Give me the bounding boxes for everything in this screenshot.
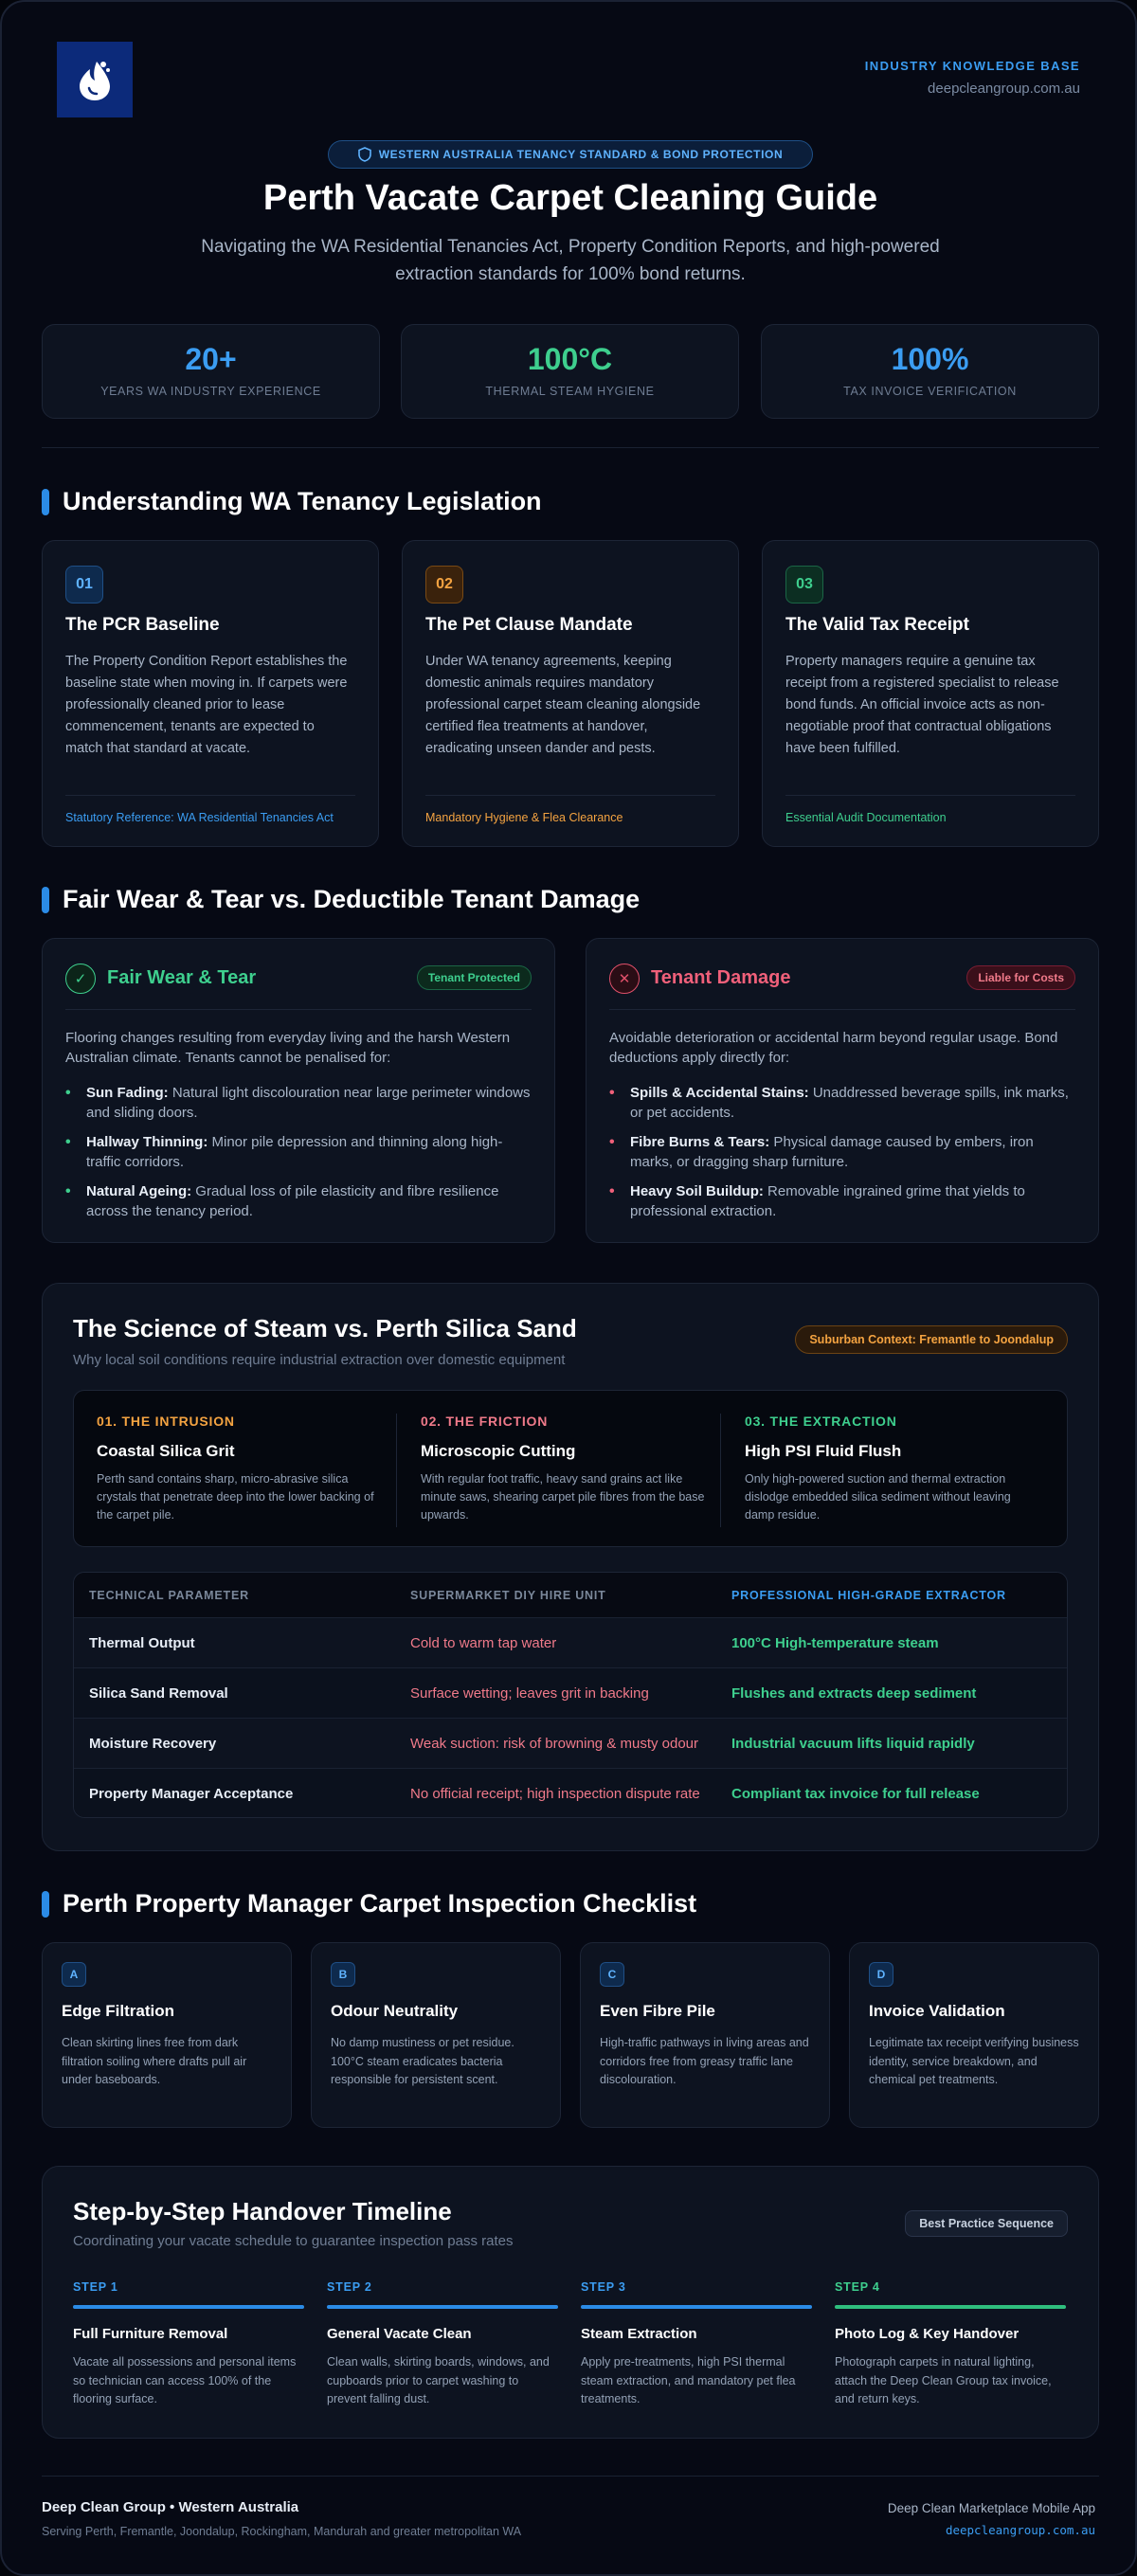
table-cell: Surface wetting; leaves grit in backing bbox=[410, 1684, 649, 1702]
timeline-step-2 bbox=[327, 2280, 558, 2409]
checklist-letter: B bbox=[331, 1962, 355, 1987]
list-item: • Sun Fading: Natural light discolouration near large perimeter windows and sliding doors. bbox=[65, 1085, 531, 1121]
science-panel bbox=[42, 1283, 1099, 1851]
card-title: The Valid Tax Receipt bbox=[785, 615, 969, 635]
checklist-body: Clean skirting lines free from dark filtration soiling where drafts pull air under baseboards. bbox=[62, 2036, 247, 2086]
site-link[interactable]: deepcleangroup.com.au bbox=[928, 81, 1080, 97]
footer-brand-name: Deep Clean Group • Western Australia bbox=[42, 2499, 299, 2515]
card-footer: Statutory Reference: WA Residential Tenancies Act bbox=[65, 811, 334, 824]
card-footer: Essential Audit Documentation bbox=[785, 811, 947, 824]
card-number: 01 bbox=[65, 566, 103, 603]
step-title: Steam Extraction bbox=[581, 2326, 697, 2342]
phase-key: 02. THE FRICTION bbox=[421, 1414, 549, 1429]
table-cell: Industrial vacuum lifts liquid rapidly bbox=[731, 1735, 975, 1752]
timeline-subtitle: Coordinating your vacate schedule to guarantee inspection pass rates bbox=[73, 2233, 514, 2249]
stat-card-experience bbox=[42, 324, 380, 419]
section-accent-bar bbox=[42, 887, 49, 913]
card-divider bbox=[609, 1009, 1075, 1010]
fair-wear-card bbox=[42, 938, 555, 1243]
card-body: The Property Condition Report establishes the baseline state when moving in. If carpets were professionally cleaned prior to lease commencement, tenants are expected to match that standard at vacate. bbox=[65, 654, 348, 756]
card-body: Property managers require a genuine tax receipt from a registered specialist to release bond funds. An official invoice acts as non-negotiable proof that contractual obligations have been fulfilled. bbox=[785, 654, 1059, 756]
phase-title: High PSI Fluid Flush bbox=[745, 1442, 902, 1460]
phase-body: Only high-powered suction and thermal extraction dislodge embedded silica sediment without leaving damp residue. bbox=[745, 1472, 1011, 1522]
list-item: • Fibre Burns & Tears: Physical damage caused by embers, iron marks, or dragging sharp furniture. bbox=[609, 1134, 1034, 1170]
sequence-badge: Best Practice Sequence bbox=[905, 2210, 1068, 2237]
table-row bbox=[74, 1769, 1068, 1818]
card-divider bbox=[785, 795, 1075, 796]
card-divider bbox=[425, 795, 715, 796]
legislation-card-pet bbox=[402, 540, 739, 847]
step-key: STEP 3 bbox=[581, 2280, 626, 2294]
footer-brand bbox=[42, 2499, 521, 2538]
stat-value: 20+ bbox=[185, 342, 237, 376]
list-item: • Natural Ageing: Gradual loss of pile elasticity and fibre resilience across the tenancy period. bbox=[65, 1183, 499, 1219]
divider bbox=[42, 447, 1099, 448]
phase-friction bbox=[421, 1414, 714, 1524]
card-divider bbox=[65, 795, 355, 796]
column-header: SUPERMARKET DIY HIRE UNIT bbox=[410, 1588, 606, 1602]
card-divider bbox=[65, 1009, 532, 1010]
step-title: General Vacate Clean bbox=[327, 2326, 472, 2342]
timeline-step-3 bbox=[581, 2280, 812, 2409]
card-title: The Pet Clause Mandate bbox=[425, 615, 633, 635]
table-cell: No official receipt; high inspection dispute rate bbox=[410, 1786, 700, 1802]
section-accent-bar bbox=[42, 489, 49, 515]
legislation-card-receipt bbox=[762, 540, 1099, 847]
checklist-card-invoice bbox=[849, 1942, 1099, 2128]
column-header: PROFESSIONAL HIGH-GRADE EXTRACTOR bbox=[731, 1588, 1006, 1602]
step-progress-line bbox=[327, 2305, 558, 2309]
table-row bbox=[74, 1668, 1068, 1719]
stat-value: 100% bbox=[891, 342, 969, 376]
footer-app-label: Deep Clean Marketplace Mobile App bbox=[887, 2501, 1095, 2515]
section-heading-legislation bbox=[42, 487, 542, 516]
section-title: Fair Wear & Tear vs. Deductible Tenant Damage bbox=[63, 885, 641, 913]
legislation-card-pcr bbox=[42, 540, 379, 847]
timeline-panel bbox=[42, 2166, 1099, 2439]
timeline-step-1 bbox=[73, 2280, 304, 2409]
page-subtitle: Navigating the WA Residential Tenancies Act, Property Condition Reports, and high-powered extraction standards for 100% bond returns. bbox=[201, 237, 940, 284]
checklist-body: No damp mustiness or pet residue. 100°C steam eradicates bacteria responsible for persistent scent. bbox=[331, 2036, 514, 2086]
tenant-damage-intro: Avoidable deterioration or accidental harm beyond regular usage. Bond deductions apply directly for: bbox=[609, 1030, 1058, 1066]
timeline-title: Step-by-Step Handover Timeline bbox=[73, 2197, 452, 2225]
table-cell: Moisture Recovery bbox=[89, 1735, 217, 1752]
context-badge: Suburban Context: Fremantle to Joondalup bbox=[795, 1325, 1068, 1354]
knowledge-base-header bbox=[865, 59, 1080, 97]
phase-title: Coastal Silica Grit bbox=[97, 1442, 235, 1460]
checklist-title: Even Fibre Pile bbox=[600, 2002, 715, 2020]
table-cell: Compliant tax invoice for full release bbox=[731, 1786, 980, 1802]
step-title: Photo Log & Key Handover bbox=[835, 2326, 1020, 2342]
science-subtitle: Why local soil conditions require industrial extraction over domestic equipment bbox=[73, 1352, 566, 1368]
comparison-table bbox=[73, 1572, 1068, 1818]
list-item: • Heavy Soil Buildup: Removable ingrained grime that yields to professional extraction. bbox=[609, 1183, 1025, 1219]
card-number: 02 bbox=[425, 566, 463, 603]
step-body: Clean walls, skirting boards, windows, and cupboards prior to carpet washing to prevent falling dust. bbox=[327, 2355, 550, 2405]
checklist-title: Invoice Validation bbox=[869, 2002, 1005, 2020]
table-cell: Silica Sand Removal bbox=[89, 1684, 228, 1702]
status-badge: Tenant Protected bbox=[417, 965, 532, 990]
table-cell: 100°C High-temperature steam bbox=[731, 1634, 939, 1651]
step-title: Full Furniture Removal bbox=[73, 2326, 228, 2342]
section-title: Perth Property Manager Carpet Inspection Checklist bbox=[63, 1889, 697, 1918]
step-body: Apply pre-treatments, high PSI thermal steam extraction, and mandatory pet flea treatments. bbox=[581, 2355, 796, 2405]
phase-body: Perth sand contains sharp, micro-abrasive silica crystals that penetrate deep into the lower backing of the carpet pile. bbox=[97, 1472, 374, 1522]
checklist-card-edge bbox=[42, 1942, 292, 2128]
card-body: Under WA tenancy agreements, keeping domestic animals requires mandatory professional carpet steam cleaning alongside certified flea treatments at handover, eradicating unseen dander and pests. bbox=[425, 654, 701, 756]
checklist-title: Odour Neutrality bbox=[331, 2002, 459, 2020]
shield-icon bbox=[358, 147, 371, 162]
science-title: The Science of Steam vs. Perth Silica Sand bbox=[73, 1314, 577, 1342]
phase-key: 03. THE EXTRACTION bbox=[745, 1414, 897, 1429]
divider bbox=[42, 2476, 1099, 2477]
step-key: STEP 4 bbox=[835, 2280, 880, 2294]
checklist-card-odour bbox=[311, 1942, 561, 2128]
column-header: TECHNICAL PARAMETER bbox=[89, 1588, 249, 1602]
footer-service-areas: Serving Perth, Fremantle, Joondalup, Rockingham, Mandurah and greater metropolitan WA bbox=[42, 2525, 522, 2538]
step-progress-line bbox=[835, 2305, 1066, 2309]
section-title: Understanding WA Tenancy Legislation bbox=[63, 487, 542, 515]
table-cell: Flushes and extracts deep sediment bbox=[731, 1684, 977, 1702]
checklist-letter: D bbox=[869, 1962, 893, 1987]
phase-key: 01. THE INTRUSION bbox=[97, 1414, 235, 1429]
cross-icon: ✕ bbox=[609, 964, 640, 994]
phase-extraction bbox=[745, 1414, 1038, 1524]
step-body: Photograph carpets in natural lighting, attach the Deep Clean Group tax invoice, and return keys. bbox=[835, 2355, 1052, 2405]
list-item: • Hallway Thinning: Minor pile depression and thinning along high-traffic corridors. bbox=[65, 1134, 503, 1170]
step-progress-line bbox=[581, 2305, 812, 2309]
table-cell: Thermal Output bbox=[89, 1634, 195, 1651]
table-cell: Weak suction: risk of browning & musty odour bbox=[410, 1735, 699, 1752]
section-heading-checklist bbox=[42, 1889, 696, 1918]
checklist-card-pile bbox=[580, 1942, 830, 2128]
brand-logo[interactable] bbox=[57, 42, 133, 117]
checklist-title: Edge Filtration bbox=[62, 2002, 174, 2020]
table-cell: Property Manager Acceptance bbox=[89, 1786, 294, 1802]
stat-label: YEARS WA INDUSTRY EXPERIENCE bbox=[100, 385, 321, 398]
tenant-damage-card bbox=[586, 938, 1099, 1243]
phase-intrusion bbox=[97, 1414, 390, 1524]
section-heading-wear-tear bbox=[42, 885, 640, 914]
fair-wear-intro: Flooring changes resulting from everyday living and the harsh Western Australian climate. Tenants cannot be penalised for: bbox=[65, 1030, 511, 1066]
timeline-step-4 bbox=[835, 2280, 1066, 2409]
step-progress-line bbox=[73, 2305, 304, 2309]
card-title: The PCR Baseline bbox=[65, 615, 220, 635]
checklist-body: High-traffic pathways in living areas and corridors free from greasy traffic lane discolouration. bbox=[600, 2036, 809, 2086]
section-accent-bar bbox=[42, 1891, 49, 1918]
checklist-letter: C bbox=[600, 1962, 624, 1987]
stat-label: TAX INVOICE VERIFICATION bbox=[843, 385, 1017, 398]
card-footer: Mandatory Hygiene & Flea Clearance bbox=[425, 811, 623, 824]
check-icon: ✓ bbox=[65, 964, 96, 994]
page-title: Perth Vacate Carpet Cleaning Guide bbox=[262, 178, 878, 218]
tenancy-standard-pill bbox=[328, 140, 813, 169]
stat-card-invoice bbox=[761, 324, 1099, 419]
phase-title: Microscopic Cutting bbox=[421, 1442, 576, 1460]
table-header-row bbox=[74, 1573, 1068, 1618]
fair-wear-title: Fair Wear & Tear bbox=[107, 967, 257, 988]
table-row bbox=[74, 1618, 1068, 1668]
phase-strip bbox=[73, 1390, 1068, 1547]
checklist-letter: A bbox=[62, 1962, 86, 1987]
step-key: STEP 2 bbox=[327, 2280, 372, 2294]
knowledge-base-label: INDUSTRY KNOWLEDGE BASE bbox=[864, 59, 1080, 73]
tenant-damage-title: Tenant Damage bbox=[651, 967, 791, 988]
footer-app bbox=[888, 2501, 1095, 2537]
status-badge: Liable for Costs bbox=[966, 965, 1075, 990]
tenant-damage-list bbox=[609, 1083, 1075, 1231]
list-item: • Spills & Accidental Stains: Unaddressed beverage spills, ink marks, or pet accidents. bbox=[609, 1085, 1069, 1121]
table-row bbox=[74, 1719, 1068, 1769]
divider bbox=[720, 1414, 721, 1527]
water-drop-logo-icon bbox=[74, 56, 116, 103]
card-number: 03 bbox=[785, 566, 823, 603]
stat-value: 100°C bbox=[527, 342, 613, 376]
footer-url-link[interactable]: deepcleangroup.com.au bbox=[945, 2523, 1095, 2537]
pill-label: WESTERN AUSTRALIA TENANCY STANDARD & BOND PROTECTION bbox=[378, 148, 784, 161]
divider bbox=[396, 1414, 397, 1527]
phase-body: With regular foot traffic, heavy sand grains act like minute saws, shearing carpet pile fibres from the base upwards. bbox=[421, 1472, 705, 1522]
stat-card-steam bbox=[401, 324, 739, 419]
table-cell: Cold to warm tap water bbox=[410, 1634, 557, 1651]
checklist-body: Legitimate tax receipt verifying business identity, service breakdown, and chemical pet treatments. bbox=[869, 2036, 1079, 2086]
fair-wear-list bbox=[65, 1083, 532, 1231]
step-key: STEP 1 bbox=[73, 2280, 118, 2294]
step-body: Vacate all possessions and personal items so technician can access 100% of the flooring surface. bbox=[73, 2355, 297, 2405]
stat-label: THERMAL STEAM HYGIENE bbox=[485, 385, 655, 398]
